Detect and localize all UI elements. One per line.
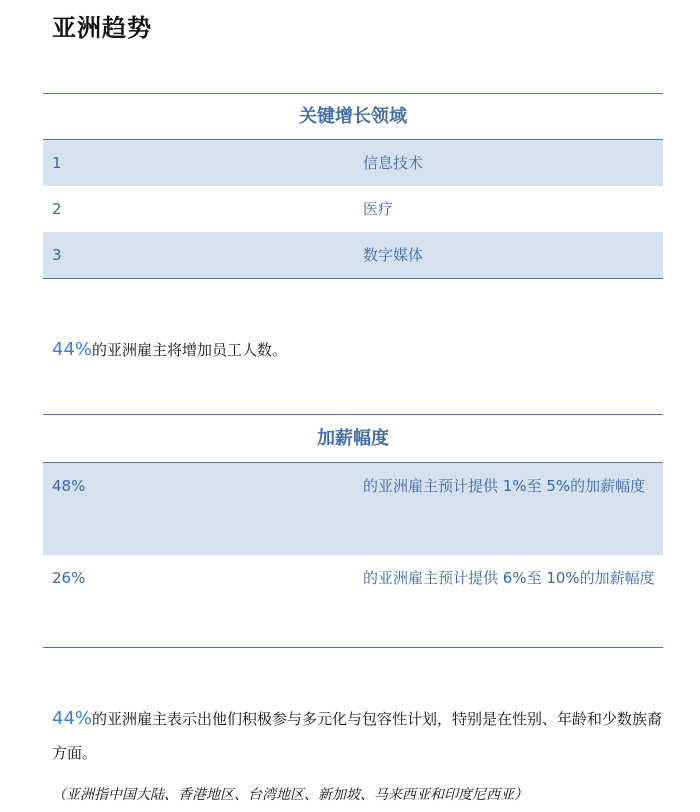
area-cell: 医疗 (363, 200, 394, 218)
table-row (43, 555, 663, 647)
table-row (43, 232, 663, 278)
percent-cell: 48% (52, 477, 86, 495)
growth-areas-header: 关键增长领域 (43, 94, 663, 140)
diversity-stat-text: 的亚洲雇主表示出他们积极参与多元化与包容性计划，特别是在性别、年龄和少数族裔方面。 (52, 710, 663, 762)
hiring-stat-percent: 44% (52, 339, 93, 360)
description-cell: 的亚洲雇主预计提供 1%至 5%的加薪幅度 (363, 477, 646, 495)
rank-cell: 1 (52, 154, 62, 172)
salary-raise-header: 加薪幅度 (43, 415, 663, 463)
growth-areas-table (43, 93, 663, 279)
description-cell: 的亚洲雇主预计提供 6%至 10%的加薪幅度 (363, 569, 655, 587)
percent-cell: 26% (52, 569, 86, 587)
table-row (43, 186, 663, 232)
rank-cell: 3 (52, 246, 62, 264)
table-row (43, 140, 663, 186)
diversity-stat-percent: 44% (52, 708, 93, 729)
area-cell: 数字媒体 (363, 246, 424, 264)
page-title: 亚洲趋势 (52, 14, 152, 42)
area-cell: 信息技术 (363, 154, 424, 172)
salary-raise-table (43, 414, 663, 648)
hiring-stat-text: 的亚洲雇主将增加员工人数。 (92, 341, 288, 359)
table-row (43, 463, 663, 555)
hiring-stat (52, 338, 287, 362)
diversity-stat (52, 702, 667, 770)
rank-cell: 2 (52, 200, 62, 218)
footnote: （亚洲指中国大陆、香港地区、台湾地区、新加坡、马来西亚和印度尼西亚） (52, 787, 528, 803)
